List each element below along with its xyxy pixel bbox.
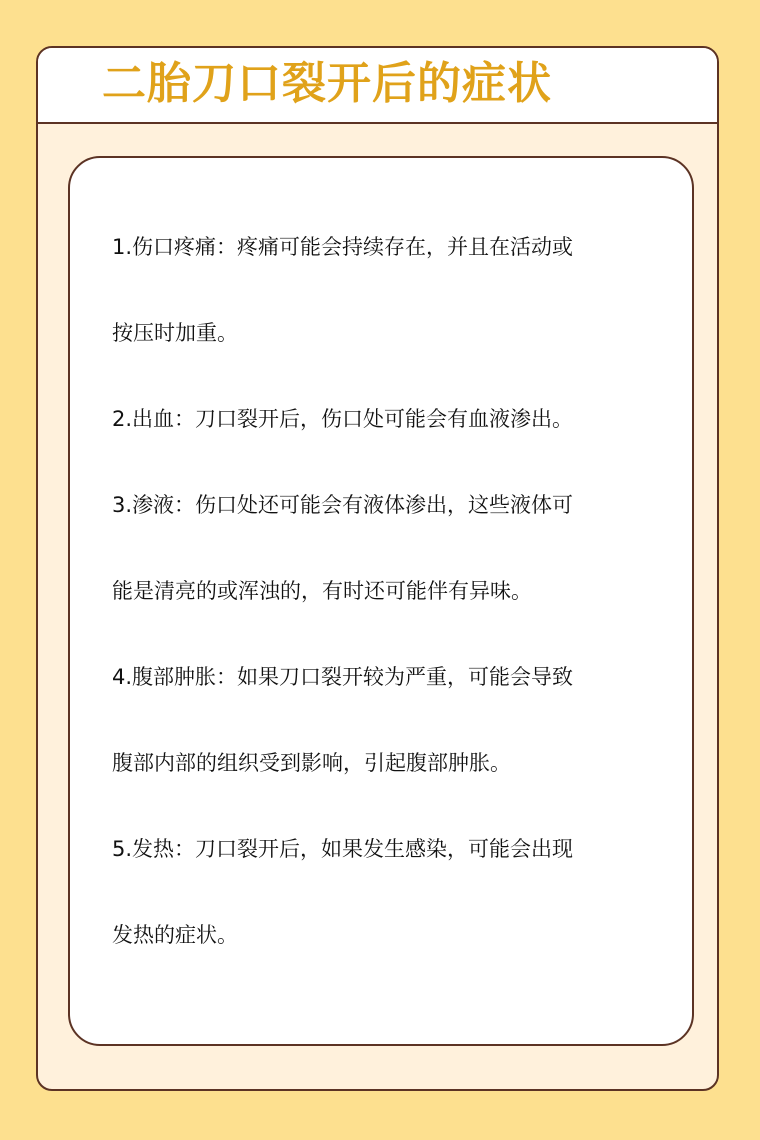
- symptom-line-4: 3.渗液：伤口处还可能会有液体渗出，这些液体可: [112, 493, 574, 517]
- symptom-line-8: 5.发热：刀口裂开后，如果发生感染，可能会出现: [112, 837, 574, 861]
- symptom-line-9: 发热的症状。: [112, 923, 238, 947]
- symptom-line-2: 按压时加重。: [112, 321, 238, 345]
- title-bar: [38, 48, 717, 124]
- content-card: [68, 156, 694, 1046]
- symptom-line-3: 2.出血：刀口裂开后，伤口处可能会有血液渗出。: [112, 407, 574, 431]
- symptom-line-5: 能是清亮的或浑浊的，有时还可能伴有异味。: [112, 579, 532, 603]
- symptom-line-6: 4.腹部肿胀：如果刀口裂开较为严重，可能会导致: [112, 665, 574, 689]
- symptom-list: [112, 204, 672, 978]
- outer-card: [36, 46, 719, 1091]
- page-title: 二胎刀口裂开后的症状: [102, 58, 552, 109]
- symptom-line-1: 1.伤口疼痛：疼痛可能会持续存在，并且在活动或: [112, 235, 574, 259]
- symptom-line-7: 腹部内部的组织受到影响，引起腹部肿胀。: [112, 751, 511, 775]
